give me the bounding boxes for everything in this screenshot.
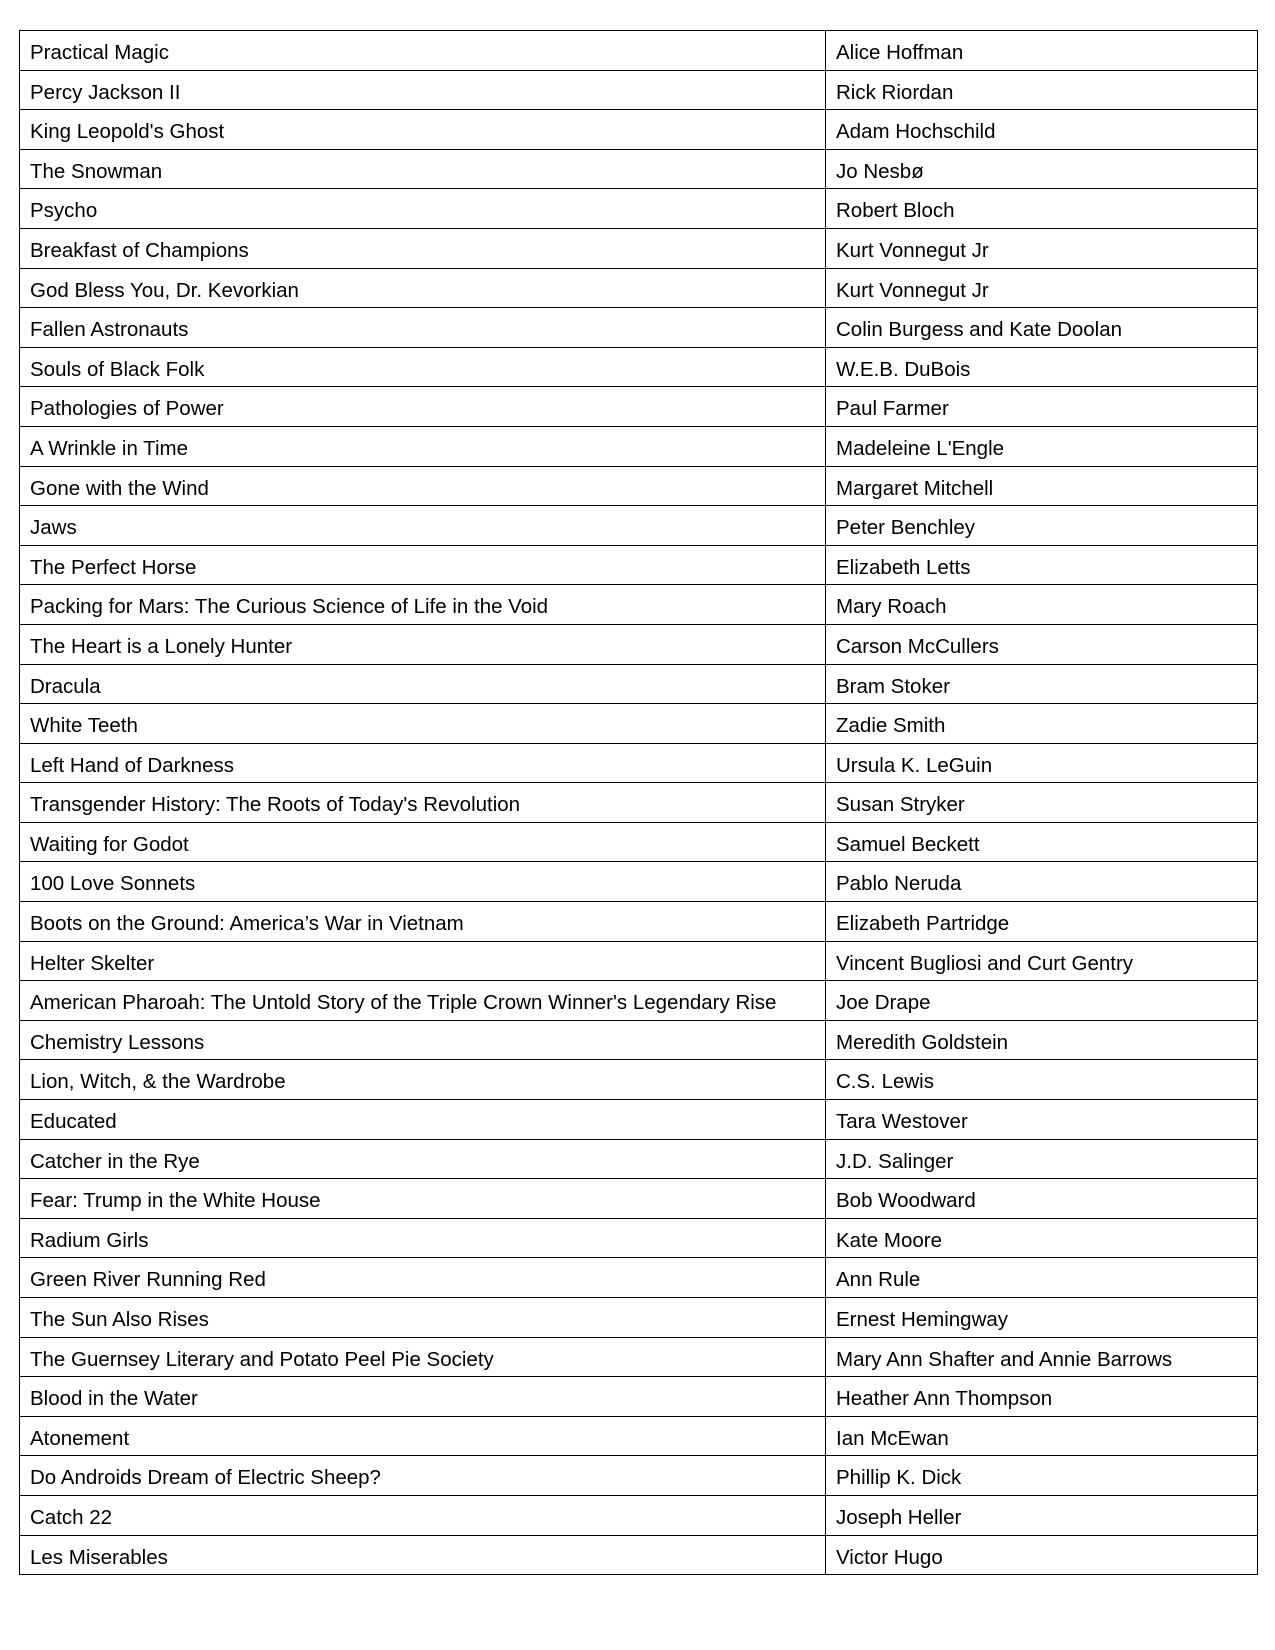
book-author-cell: Ernest Hemingway [826,1298,1258,1338]
book-title-cell: Psycho [20,189,826,229]
book-title-cell: Boots on the Ground: America’s War in Vietnam [20,902,826,942]
table-row [20,189,1258,229]
book-author-cell: Madeleine L'Engle [826,426,1258,466]
book-title-cell: Transgender History: The Roots of Today's Revolution [20,783,826,823]
book-title-cell: 100 Love Sonnets [20,862,826,902]
book-author-cell: Jo Nesbø [826,149,1258,189]
book-title-cell: Breakfast of Champions [20,228,826,268]
book-title-cell: Chemistry Lessons [20,1020,826,1060]
table-row [20,506,1258,546]
book-author-cell: Margaret Mitchell [826,466,1258,506]
book-author-cell: Adam Hochschild [826,110,1258,150]
book-author-cell: Kurt Vonnegut Jr [826,228,1258,268]
book-author-cell: Phillip K. Dick [826,1456,1258,1496]
table-row [20,822,1258,862]
book-title-cell: Blood in the Water [20,1377,826,1417]
table-row [20,1495,1258,1535]
table-row [20,228,1258,268]
book-title-cell: God Bless You, Dr. Kevorkian [20,268,826,308]
book-author-cell: Kurt Vonnegut Jr [826,268,1258,308]
book-title-cell: Jaws [20,506,826,546]
book-title-cell: Percy Jackson II [20,70,826,110]
table-row [20,1298,1258,1338]
book-title-cell: A Wrinkle in Time [20,426,826,466]
table-row [20,585,1258,625]
book-author-cell: Elizabeth Letts [826,545,1258,585]
table-row [20,308,1258,348]
table-row [20,31,1258,71]
table-row [20,1456,1258,1496]
table-row [20,743,1258,783]
book-author-cell: Joseph Heller [826,1495,1258,1535]
book-author-cell: Samuel Beckett [826,822,1258,862]
book-title-cell: Do Androids Dream of Electric Sheep? [20,1456,826,1496]
book-author-cell: Tara Westover [826,1100,1258,1140]
book-author-cell: Susan Stryker [826,783,1258,823]
book-author-cell: C.S. Lewis [826,1060,1258,1100]
table-row [20,1416,1258,1456]
table-row [20,1100,1258,1140]
book-author-cell: W.E.B. DuBois [826,347,1258,387]
book-title-cell: Les Miserables [20,1535,826,1575]
book-title-cell: Souls of Black Folk [20,347,826,387]
table-row [20,862,1258,902]
book-author-cell: Meredith Goldstein [826,1020,1258,1060]
book-author-cell: Alice Hoffman [826,31,1258,71]
book-title-cell: The Sun Also Rises [20,1298,826,1338]
book-author-cell: Rick Riordan [826,70,1258,110]
book-title-cell: The Snowman [20,149,826,189]
book-author-cell: Pablo Neruda [826,862,1258,902]
book-author-cell: Paul Farmer [826,387,1258,427]
book-author-cell: Victor Hugo [826,1535,1258,1575]
book-title-cell: Catch 22 [20,1495,826,1535]
book-author-cell: Kate Moore [826,1218,1258,1258]
table-row [20,1258,1258,1298]
table-row [20,981,1258,1021]
book-title-cell: The Perfect Horse [20,545,826,585]
book-list-body [20,31,1258,1575]
table-row [20,110,1258,150]
book-title-cell: Lion, Witch, & the Wardrobe [20,1060,826,1100]
table-row [20,545,1258,585]
book-title-cell: Catcher in the Rye [20,1139,826,1179]
book-title-cell: The Heart is a Lonely Hunter [20,624,826,664]
table-row [20,426,1258,466]
book-title-cell: Fear: Trump in the White House [20,1179,826,1219]
book-title-cell: Green River Running Red [20,1258,826,1298]
book-list-table [19,30,1258,1575]
table-row [20,1060,1258,1100]
table-row [20,704,1258,744]
book-title-cell: Left Hand of Darkness [20,743,826,783]
book-title-cell: The Guernsey Literary and Potato Peel Pie Society [20,1337,826,1377]
book-author-cell: Ian McEwan [826,1416,1258,1456]
book-list-page [19,30,1257,1575]
book-title-cell: Fallen Astronauts [20,308,826,348]
book-author-cell: Zadie Smith [826,704,1258,744]
table-row [20,387,1258,427]
table-row [20,1020,1258,1060]
book-title-cell: Pathologies of Power [20,387,826,427]
book-author-cell: Mary Ann Shafter and Annie Barrows [826,1337,1258,1377]
table-row [20,268,1258,308]
table-row [20,664,1258,704]
table-row [20,902,1258,942]
table-row [20,466,1258,506]
book-title-cell: Gone with the Wind [20,466,826,506]
table-row [20,347,1258,387]
table-row [20,149,1258,189]
book-author-cell: Vincent Bugliosi and Curt Gentry [826,941,1258,981]
book-title-cell: White Teeth [20,704,826,744]
book-title-cell: Packing for Mars: The Curious Science of Life in the Void [20,585,826,625]
book-author-cell: Elizabeth Partridge [826,902,1258,942]
book-author-cell: Colin Burgess and Kate Doolan [826,308,1258,348]
book-title-cell: Helter Skelter [20,941,826,981]
table-row [20,1377,1258,1417]
book-title-cell: Practical Magic [20,31,826,71]
book-author-cell: Heather Ann Thompson [826,1377,1258,1417]
table-row [20,1337,1258,1377]
book-author-cell: Mary Roach [826,585,1258,625]
book-title-cell: Educated [20,1100,826,1140]
book-title-cell: Waiting for Godot [20,822,826,862]
table-row [20,1139,1258,1179]
book-title-cell: King Leopold's Ghost [20,110,826,150]
book-author-cell: Carson McCullers [826,624,1258,664]
book-title-cell: Radium Girls [20,1218,826,1258]
book-author-cell: Robert Bloch [826,189,1258,229]
book-title-cell: Dracula [20,664,826,704]
table-row [20,1179,1258,1219]
book-title-cell: American Pharoah: The Untold Story of the Triple Crown Winner's Legendary Rise [20,981,826,1021]
book-author-cell: Bram Stoker [826,664,1258,704]
table-row [20,1535,1258,1575]
book-author-cell: Ursula K. LeGuin [826,743,1258,783]
book-author-cell: Joe Drape [826,981,1258,1021]
table-row [20,783,1258,823]
book-title-cell: Atonement [20,1416,826,1456]
book-author-cell: Ann Rule [826,1258,1258,1298]
table-row [20,624,1258,664]
table-row [20,941,1258,981]
book-author-cell: Bob Woodward [826,1179,1258,1219]
table-row [20,70,1258,110]
book-author-cell: Peter Benchley [826,506,1258,546]
table-row [20,1218,1258,1258]
book-author-cell: J.D. Salinger [826,1139,1258,1179]
